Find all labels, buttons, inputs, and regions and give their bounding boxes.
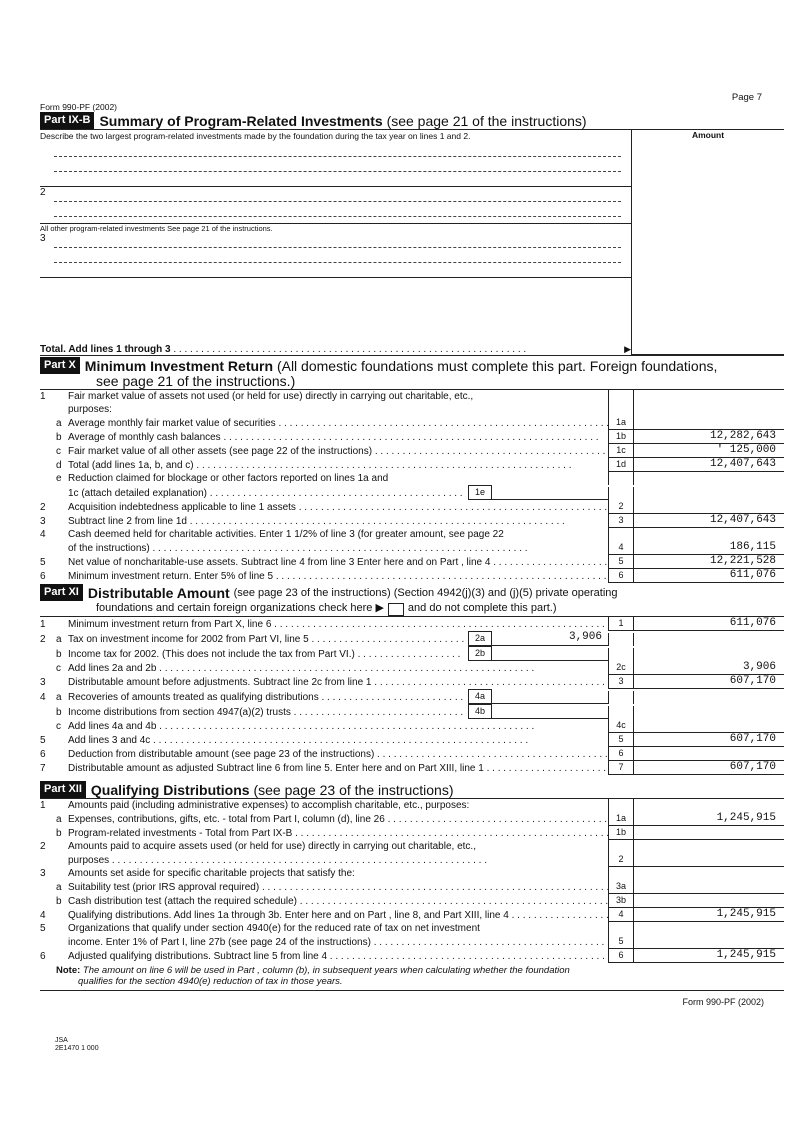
- inner-box-label: 4a: [468, 689, 492, 704]
- line-description: Income tax for 2002. (This does not include the tax from Part VI.) . . .: [68, 648, 464, 661]
- line-code: [608, 706, 634, 719]
- inner-box-value[interactable]: [492, 646, 608, 661]
- form-page: [40, 92, 784, 1007]
- line-description: Add lines 2a and 2b . . .: [68, 662, 608, 675]
- line-number: 5: [40, 735, 46, 746]
- line-description: Tax on investment income for 2002 from Part VI, line 5 . . .: [68, 633, 464, 646]
- form-id: Form 990-PF (2002): [40, 102, 117, 112]
- entry-line: [54, 248, 621, 263]
- part_x-line-e-6: [40, 472, 784, 485]
- entry-line: [54, 202, 621, 217]
- part_xii-line-b-2: [40, 826, 784, 840]
- part-xi-title-note: (see page 23 of the instructions) (Section 4942(j)(3) and (j)(5) private operating: [233, 587, 618, 599]
- line-number: 3: [40, 868, 46, 879]
- line-amount[interactable]: 611,076: [634, 569, 784, 583]
- part-xii-rows: [40, 799, 784, 963]
- line-letter: a: [56, 882, 62, 893]
- line-amount[interactable]: 12,407,643: [634, 458, 784, 472]
- line-number: 6: [40, 571, 46, 582]
- part_xii-line-1-0: [40, 799, 784, 812]
- inner-box-value[interactable]: 3,906: [492, 631, 608, 646]
- part_x-line-3-9: [40, 514, 784, 528]
- line-number: 5: [40, 923, 46, 934]
- part-xi-title: Distributable Amount: [87, 585, 230, 601]
- line-letter: c: [56, 446, 61, 457]
- line-code: [608, 867, 634, 880]
- line-description: Fair market value of all other assets (see page 22 of the instructions) . . .: [68, 445, 608, 458]
- line-letter: b: [56, 828, 62, 839]
- line-code: 7: [608, 761, 634, 775]
- line-letter: c: [56, 721, 61, 732]
- part_x-line-1-0: [40, 390, 784, 403]
- line-number: 1: [40, 391, 46, 402]
- line-description: Qualifying distributions. Add lines 1a through 3b. Enter here and on Part , line 8, and Part XIII, line 4 . . .: [68, 909, 608, 922]
- line-number: 4: [40, 529, 46, 540]
- line-letter: a: [56, 418, 62, 429]
- line-letter: a: [56, 634, 62, 645]
- line-letter: c: [56, 663, 61, 674]
- line-number: 1: [40, 800, 46, 811]
- part_xii-line-3-5: [40, 867, 784, 880]
- part-ixb-intro: Describe the two largest program-related investments made by the foundation during the tax year on lines 1 and 2.: [40, 131, 471, 141]
- line-description: purposes:: [68, 404, 112, 415]
- entry-line: [54, 157, 621, 172]
- part-ixb-entries: [40, 142, 784, 342]
- part_x-line-c-4: [40, 444, 784, 458]
- line-letter: b: [56, 896, 62, 907]
- line-code: [608, 691, 634, 704]
- part_xi-line-b-2: [40, 646, 784, 661]
- line-description: Suitability test (prior IRS approval required) . . .: [68, 881, 608, 894]
- entry-line: [54, 233, 621, 248]
- line-description: 1c (attach detailed explanation) . . .: [68, 487, 464, 500]
- line-description: Add lines 4a and 4b . . .: [68, 720, 608, 733]
- line-letter: b: [56, 432, 62, 443]
- note-text: The amount on line 6 will be used in Part , column (b), in subsequent years when calculating whether the foundation: [82, 965, 570, 976]
- total-label: Total. Add lines 1 through 3: [40, 344, 171, 355]
- part-xi-title-note-3: and do not complete this part.): [407, 602, 557, 614]
- part_xii-line--4: [40, 853, 784, 867]
- line-code: [608, 487, 634, 500]
- line-description: Add lines 3 and 4c . . .: [68, 734, 608, 747]
- line-number: 5: [40, 557, 46, 568]
- line-description: Expenses, contributions, gifts, etc. - total from Part I, column (d), line 26 . . .: [68, 813, 608, 826]
- line-description: Reduction claimed for blockage or other factors reported on lines 1a and: [68, 473, 389, 484]
- line-description: income. Enter 1% of Part I, line 27b (see page 24 of the instructions) . . .: [68, 936, 608, 949]
- other-investments-label: All other program-related investments See page 21 of the instructions.: [40, 224, 273, 233]
- part_xi-line-b-6: [40, 704, 784, 719]
- line-code: [608, 648, 634, 661]
- line-number: 2: [40, 502, 46, 513]
- part_xii-line-a-6: [40, 880, 784, 894]
- part_xi-line-6-9: [40, 747, 784, 761]
- line-description: Total (add lines 1a, b, and c) . . .: [68, 459, 608, 472]
- line-code: 3: [608, 514, 634, 528]
- inner-box-label: 2b: [468, 646, 492, 661]
- private-operating-checkbox[interactable]: [388, 603, 404, 616]
- line-amount[interactable]: 12,282,643: [634, 430, 784, 444]
- page-number: Page 7: [731, 92, 762, 103]
- line-amount[interactable]: 1,245,915: [634, 949, 784, 963]
- part_x-line-6-13: [40, 569, 784, 583]
- line-number: 6: [40, 749, 46, 760]
- line-code: 3: [608, 675, 634, 689]
- line-amount[interactable]: ' 125,000: [634, 444, 784, 458]
- line-code: 6: [608, 747, 634, 761]
- line-number: 3: [40, 516, 46, 527]
- part_xi-line-5-8: [40, 733, 784, 747]
- part-ixb-total-row: Total. Add lines 1 through 3 . . . . . . . . . . . . . . . . . . . . . . . . . . . . . . . . . . . . . . . . . . . . . . . . . . . . . . . . . . . . . . . . ▶: [40, 342, 784, 355]
- part_x-line-5-12: [40, 555, 784, 569]
- line-description: Fair market value of assets not used (or held for use) directly in carrying out charitable, etc.,: [68, 391, 474, 402]
- inner-box: [468, 485, 608, 500]
- line-description: Cash distribution test (attach the required schedule) . . .: [68, 895, 608, 908]
- line-number: 4: [40, 910, 46, 921]
- jsa-code: [55, 1037, 99, 1053]
- line-amount[interactable]: 12,407,643: [634, 514, 784, 528]
- line-description: Deduction from distributable amount (see page 23 of the instructions) . . .: [68, 748, 608, 761]
- line-code: 6: [608, 949, 634, 963]
- line-number: 6: [40, 951, 46, 962]
- line-code: 2: [608, 500, 634, 514]
- line-description: Amounts paid to acquire assets used (or held for use) directly in carrying out charitable, etc.,: [68, 841, 476, 852]
- line-letter: a: [56, 814, 62, 825]
- line-description: purposes . . .: [68, 854, 608, 867]
- part_xi-line-4a-5: [40, 689, 784, 704]
- part_x-line--7: [40, 485, 784, 500]
- line-code: 4: [608, 541, 634, 555]
- part-x-tag: Part X: [40, 357, 80, 374]
- inner-box: [468, 689, 608, 704]
- line-amount[interactable]: 611,076: [634, 617, 784, 631]
- line-code: 1a: [608, 812, 634, 826]
- part_xii-line-6-11: [40, 949, 784, 963]
- part-xi-rows: [40, 617, 784, 775]
- line-code: 1d: [608, 458, 634, 472]
- line-description: Average monthly fair market value of securities . . .: [68, 417, 608, 430]
- line-description: Subtract line 2 from line 1d . . .: [68, 515, 608, 528]
- inner-box-value[interactable]: [492, 689, 608, 704]
- line-description: Average of monthly cash balances . . .: [68, 431, 608, 444]
- line-number: 7: [40, 763, 46, 774]
- line-2-label: 2: [40, 187, 46, 198]
- part_xii-line-4-8: [40, 908, 784, 922]
- line-code: [608, 403, 634, 416]
- line-code: 1: [608, 617, 634, 631]
- part_xii-line-b-7: [40, 894, 784, 908]
- part_x-line-a-2: [40, 416, 784, 430]
- line-description: Net value of noncharitable-use assets. Subtract line 4 from line 3 Enter here and on Part , line 4 . . .: [68, 556, 608, 569]
- inner-box: [468, 704, 608, 719]
- line-description: Acquisition indebtedness applicable to line 1 assets . . .: [68, 501, 608, 514]
- part_xi-line-1-0: [40, 617, 784, 631]
- part-x-title-note: (All domestic foundations must complete this part. Foreign foundations,: [276, 358, 718, 374]
- part-xii-title-note: (see page 23 of the instructions): [253, 782, 454, 798]
- line-code: 4: [608, 908, 634, 922]
- part_xi-line-7-10: [40, 761, 784, 775]
- form-code: 2E1470 1 000: [55, 1045, 99, 1052]
- line-code: 5: [608, 935, 634, 949]
- part_x-line--1: [40, 403, 784, 416]
- inner-box: [468, 646, 608, 661]
- entry-line: [54, 142, 621, 157]
- line-code: [608, 528, 634, 541]
- line-description: Distributable amount before adjustments. Subtract line 2c from line 1 . . .: [68, 676, 608, 689]
- line-code: [608, 840, 634, 853]
- part_xi-line-3-4: [40, 675, 784, 689]
- line-description: Recoveries of amounts treated as qualifying distributions . . .: [68, 691, 464, 704]
- part_x-line-b-3: [40, 430, 784, 444]
- part_xii-line-2-3: [40, 840, 784, 853]
- inner-box-label: 4b: [468, 704, 492, 719]
- line-amount[interactable]: 186,115: [634, 541, 784, 555]
- part_x-line--11: [40, 541, 784, 555]
- line-code: 1a: [608, 416, 634, 430]
- note-label: Note:: [56, 965, 81, 976]
- part-xii-tag: Part XII: [40, 781, 86, 798]
- line-code: 5: [608, 733, 634, 747]
- line-description: Program-related investments - Total from Part IX-B . . .: [68, 827, 608, 840]
- line-code: [608, 922, 634, 935]
- line-amount[interactable]: 3,906: [634, 661, 784, 675]
- line-3-label: 3: [40, 233, 46, 244]
- line-code: 4c: [608, 719, 634, 733]
- page-header: [40, 92, 784, 112]
- part_x-line-4-10: [40, 528, 784, 541]
- line-description: Amounts paid (including administrative expenses) to accomplish charitable, etc., purposes:: [68, 800, 470, 811]
- line-number: 3: [40, 677, 46, 688]
- line-letter: a: [56, 692, 62, 703]
- line-amount[interactable]: 607,170: [634, 675, 784, 689]
- line-number: 1: [40, 619, 46, 630]
- total-amount: [631, 342, 784, 355]
- line-code: 2: [608, 853, 634, 867]
- line-number: 2: [40, 841, 46, 852]
- arrow-icon: ▶: [624, 344, 631, 354]
- line-number: 4: [40, 692, 46, 703]
- part-ixb-title: Summary of Program-Related Investments: [99, 113, 383, 129]
- line-letter: d: [56, 460, 62, 471]
- part-x-title: Minimum Investment Return: [84, 358, 274, 374]
- line-code: 1c: [608, 444, 634, 458]
- line-code: [608, 799, 634, 812]
- line-code: 2c: [608, 661, 634, 675]
- line-code: 3a: [608, 880, 634, 894]
- note-row: [40, 965, 784, 976]
- part_xi-line-2a-1: [40, 631, 784, 646]
- part-x-header: [40, 357, 784, 374]
- line-description: Distributable amount as adjusted Subtract line 6 from line 5. Enter here and on Part XIII, line 1 . . .: [68, 762, 608, 775]
- line-description: Minimum investment return. Enter 5% of line 5 . . .: [68, 570, 608, 583]
- line-letter: e: [56, 473, 62, 484]
- part_xii-line-5-9: [40, 922, 784, 935]
- note-text-2: qualifies for the section 4940(e) reduction of tax in those years.: [78, 976, 343, 987]
- inner-box: [468, 631, 608, 646]
- line-code: [608, 390, 634, 403]
- line-code: 1b: [608, 430, 634, 444]
- part-x-rows: [40, 390, 784, 583]
- part-xi-header: [40, 584, 784, 601]
- part-x-title-note-2: see page 21 of the instructions.): [96, 373, 296, 389]
- line-description: Minimum investment return from Part X, line 6 . . .: [68, 618, 608, 631]
- line-description: of the instructions) . . .: [68, 542, 608, 555]
- line-amount[interactable]: 12,221,528: [634, 555, 784, 569]
- part_x-line-d-5: [40, 458, 784, 472]
- part_x-line-2-8: [40, 500, 784, 514]
- inner-box-label: 1e: [468, 485, 492, 500]
- line-description: Adjusted qualifying distributions. Subtract line 5 from line 4 . . .: [68, 950, 608, 963]
- line-code: 5: [608, 555, 634, 569]
- part-ixb-tag: Part IX-B: [40, 112, 94, 129]
- line-description: Cash deemed held for charitable activities. Enter 1 1/2% of line 3 (for greater amount, see page 22: [68, 529, 504, 540]
- line-letter: b: [56, 707, 62, 718]
- line-code: [608, 472, 634, 485]
- line-code: 3b: [608, 894, 634, 908]
- part_xii-line-a-1: [40, 812, 784, 826]
- amount-header: Amount: [631, 130, 784, 142]
- line-amount[interactable]: 607,170: [634, 733, 784, 747]
- part_xii-line--10: [40, 935, 784, 949]
- line-description: Organizations that qualify under section 4940(e) for the reduced rate of tax on net investment: [68, 923, 480, 934]
- inner-box-value[interactable]: [492, 485, 608, 500]
- line-code: [608, 633, 634, 646]
- page-footer: Form 990-PF (2002): [682, 997, 764, 1007]
- part-xii-header: [40, 781, 784, 798]
- line-code: 6: [608, 569, 634, 583]
- part_xi-line-c-3: [40, 661, 784, 675]
- line-amount[interactable]: 1,245,915: [634, 812, 784, 826]
- part-ixb-title-note: (see page 21 of the instructions): [386, 113, 587, 129]
- part-xi-title-note-2: foundations and certain foreign organizations check here ▶: [96, 602, 384, 614]
- part-xii-title: Qualifying Distributions: [90, 782, 250, 798]
- jsa-label: JSA: [55, 1037, 68, 1044]
- inner-box-label: 2a: [468, 631, 492, 646]
- inner-box-value[interactable]: [492, 704, 608, 719]
- line-code: 1b: [608, 826, 634, 840]
- part_xi-line-c-7: [40, 719, 784, 733]
- line-number: 2: [40, 634, 46, 645]
- line-letter: b: [56, 649, 62, 660]
- line-description: Amounts set aside for specific charitable projects that satisfy the:: [68, 868, 355, 879]
- line-description: Income distributions from section 4947(a)(2) trusts . . .: [68, 706, 464, 719]
- entry-line: [54, 187, 621, 202]
- part-xi-tag: Part XI: [40, 584, 83, 601]
- part-ixb-header: [40, 112, 784, 129]
- line-amount[interactable]: 1,245,915: [634, 908, 784, 922]
- line-amount[interactable]: 607,170: [634, 761, 784, 775]
